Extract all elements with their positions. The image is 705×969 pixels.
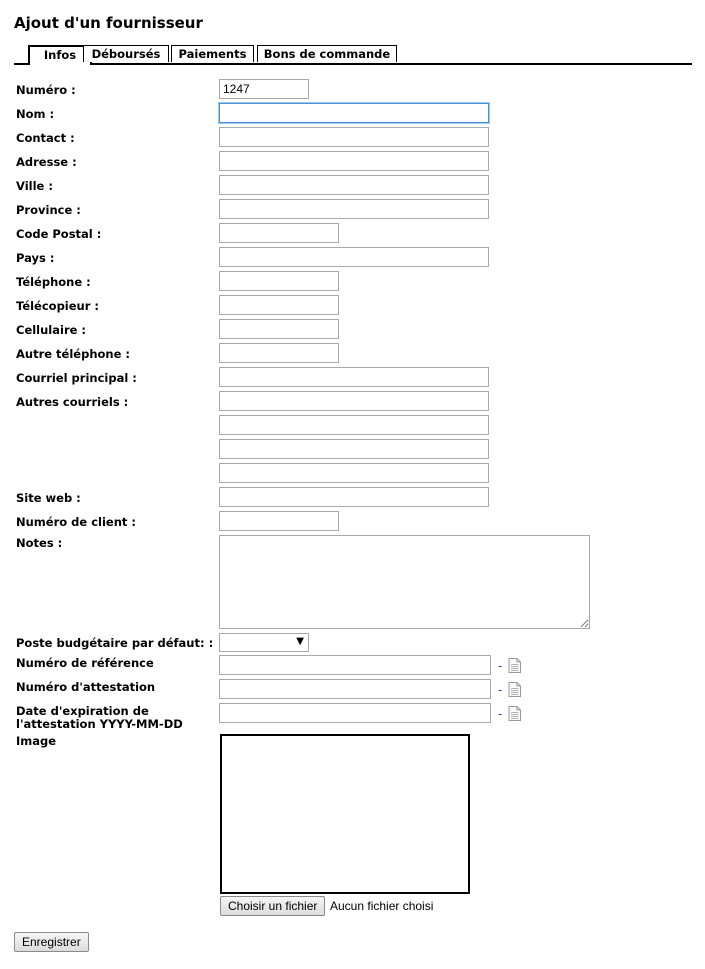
document-icon[interactable] <box>508 682 521 697</box>
autre-courriel-input-4[interactable] <box>219 463 489 483</box>
autre-telephone-label: Autre téléphone : <box>16 347 131 361</box>
no-file-text: Aucun fichier choisi <box>330 899 434 913</box>
chevron-down-icon: ▼ <box>296 636 304 647</box>
province-label: Province : <box>16 203 81 217</box>
numero-client-label: Numéro de client : <box>16 515 136 529</box>
cellulaire-label: Cellulaire : <box>16 323 87 337</box>
date-expiration-label-line2: l'attestation YYYY-MM-DD <box>16 717 183 731</box>
numero-input[interactable] <box>219 79 309 99</box>
telecopieur-input[interactable] <box>219 295 339 315</box>
notes-textarea[interactable] <box>219 535 590 629</box>
save-button[interactable]: Enregistrer <box>14 932 89 952</box>
tab-infos[interactable]: Infos <box>28 45 92 65</box>
contact-label: Contact : <box>16 131 75 145</box>
numero-label: Numéro : <box>16 83 76 97</box>
image-preview <box>220 734 470 894</box>
page-title: Ajout d'un fournisseur <box>14 14 203 32</box>
code-postal-input[interactable] <box>219 223 339 243</box>
pays-input[interactable] <box>219 247 489 267</box>
numero-attestation-input[interactable] <box>219 679 491 699</box>
autre-courriel-input-3[interactable] <box>219 439 489 459</box>
code-postal-label: Code Postal : <box>16 227 102 241</box>
numero-client-input[interactable] <box>219 511 339 531</box>
numero-reference-link[interactable]: - <box>498 659 503 673</box>
adresse-input[interactable] <box>219 151 489 171</box>
notes-label: Notes : <box>16 536 63 550</box>
ville-input[interactable] <box>219 175 489 195</box>
site-web-input[interactable] <box>219 487 489 507</box>
numero-attestation-label: Numéro d'attestation <box>16 680 156 694</box>
date-expiration-input[interactable] <box>219 703 491 723</box>
document-icon[interactable] <box>508 706 521 721</box>
autres-courriels-label: Autres courriels : <box>16 395 129 409</box>
ville-label: Ville : <box>16 179 53 193</box>
contact-input[interactable] <box>219 127 489 147</box>
tab-paiements[interactable]: Paiements <box>171 45 254 62</box>
tab-bar <box>14 45 692 65</box>
numero-reference-input[interactable] <box>219 655 491 675</box>
autre-telephone-input[interactable] <box>219 343 339 363</box>
adresse-label: Adresse : <box>16 155 77 169</box>
choose-file-button[interactable]: Choisir un fichier <box>220 896 325 916</box>
date-expiration-link[interactable]: - <box>498 707 503 721</box>
telecopieur-label: Télécopieur : <box>16 299 100 313</box>
pays-label: Pays : <box>16 251 55 265</box>
poste-budgetaire-select[interactable] <box>219 633 309 652</box>
document-icon[interactable] <box>508 658 521 673</box>
province-input[interactable] <box>219 199 489 219</box>
tab-bons-de-commande[interactable]: Bons de commande <box>257 45 397 62</box>
numero-reference-label: Numéro de référence <box>16 656 154 670</box>
nom-input[interactable] <box>219 103 489 123</box>
poste-budgetaire-label: Poste budgétaire par défaut: : <box>16 636 214 650</box>
courriel-principal-input[interactable] <box>219 367 489 387</box>
cellulaire-input[interactable] <box>219 319 339 339</box>
autre-courriel-input-2[interactable] <box>219 415 489 435</box>
telephone-label: Téléphone : <box>16 275 91 289</box>
numero-attestation-link[interactable]: - <box>498 683 503 697</box>
autre-courriel-input-1[interactable] <box>219 391 489 411</box>
site-web-label: Site web : <box>16 491 81 505</box>
telephone-input[interactable] <box>219 271 339 291</box>
date-expiration-label-line1: Date d'expiration de <box>16 704 149 718</box>
nom-label: Nom : <box>16 107 55 121</box>
image-label: Image <box>16 734 57 748</box>
courriel-principal-label: Courriel principal : <box>16 371 137 385</box>
tab-debourses[interactable]: Déboursés <box>83 45 169 62</box>
